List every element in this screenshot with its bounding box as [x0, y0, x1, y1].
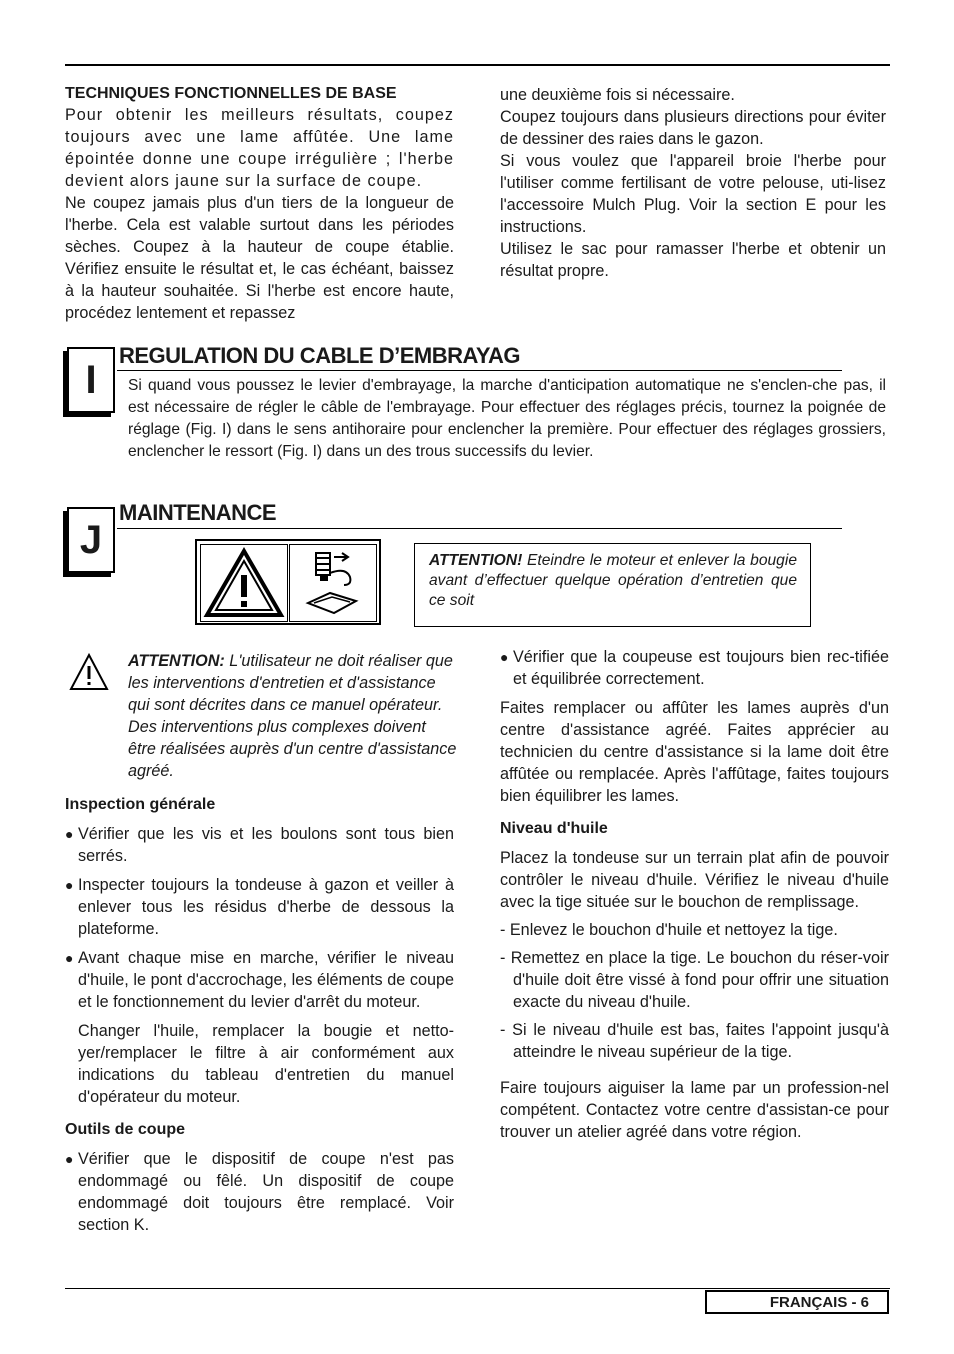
right-column — [500, 646, 889, 1143]
attention-box-body: Eteindre le moteur et enlever la bougie avant d’effectuer quelque opération d’entretien que ce soit — [429, 552, 797, 609]
niveau-paragraph: Placez la tondeuse sur un terrain plat afin de pouvoir contrôler le niveau d'huile. Vérifiez le niveau d'huile avec la tige située sur le bouchon de remplissage. — [500, 849, 889, 911]
intro-paragraph: Pour obtenir les meilleurs résultats, coupez toujours avec une lame affûtée. Une lame épointée donne une coupe irrégulière ; l'herbe devient alors jaune sur la surface de coupe. — [65, 106, 454, 190]
inspection-item: ● Vérifier que les vis et les boulons sont tous bien serrés. — [65, 823, 454, 867]
intro-paragraph: Si vous voulez que l'appareil broie l'herbe pour l'utiliser comme fertilisant de votre pelouse, uti-lisez l'accessoire Mulch Plug. Voir la section E pour les instructions. — [500, 152, 886, 236]
intro-right-column — [500, 84, 886, 282]
intro-left-column — [65, 84, 454, 324]
attention-triangle-icon — [68, 652, 110, 692]
intro-paragraph: Coupez toujours dans plusieurs directions pour éviter de dessiner des raies dans le gazon. — [500, 108, 886, 148]
page-footer-label: FRANÇAIS - 6 — [705, 1290, 889, 1314]
intro-paragraph: une deuxième fois si nécessaire. — [500, 86, 735, 104]
user-attention-text: L'utilisateur ne doit réaliser que les interventions d'entretien et d'assistance qui sont décrites dans ce manuel opérateur. Des interventions plus complexes doivent être réalisées auprès d'un centre d'assistance agréé. — [128, 652, 457, 780]
inspection-heading: Inspection générale — [65, 796, 216, 813]
section-letter-i: I — [67, 347, 115, 413]
section-i-body: Si quand vous poussez le levier d'embrayage, la marche d'anticipation automatique ne s'enclen-che pas, il est nécessaire de régler le câble de l'embrayage. Pour effectuer des réglages précis, tournez la poignée de réglage (Fig. I) dans le sens antihoraire pour enclencher la première. Pour effectuer des réglages grossiers, enclencher le ressort (Fig. I) dans un des trous successifs du levier. — [128, 377, 886, 460]
section-j-rule — [117, 528, 842, 529]
inspection-item: ● Inspecter toujours la tondeuse à gazon et veiller à enlever tous les résidus d'herbe de dessous la plateforme. — [65, 874, 454, 940]
attention-box-text — [429, 551, 797, 611]
niveau-step: - Remettez en place la tige. Le bouchon du réser-voir d'huile doit être vissé à fond pour offrir une situation exacte du niveau d'huile. — [500, 949, 889, 1011]
intro-paragraph: Utilisez le sac pour ramasser l'herbe et obtenir un résultat propre. — [500, 240, 886, 280]
section-i-rule — [117, 370, 842, 371]
spark-plug-manual-icon — [289, 544, 377, 622]
section-i-title: REGULATION DU CABLE D’EMBRAYAG — [119, 343, 520, 368]
niveau-step: - Si le niveau d'huile est bas, faites l'appoint jusqu'à atteindre le niveau supérieur de la tige. — [500, 1021, 889, 1061]
left-column — [65, 795, 454, 1236]
attention-box — [414, 543, 811, 627]
niveau-heading: Niveau d'huile — [500, 820, 608, 837]
coupeuse-bullet: ● Vérifier que la coupeuse est toujours bien rec-tifiée et équilibrée correctement. — [500, 646, 889, 690]
section-letter-j: J — [67, 507, 115, 573]
top-rule — [65, 64, 890, 66]
niveau-step: - Enlevez le bouchon d'huile et nettoyez la tige. — [500, 921, 838, 939]
inspection-item: ● Avant chaque mise en marche, vérifier le niveau d'huile, le pont d'accrochage, les éléments de coupe et le fonctionnement du levier d'arrêt du moteur. — [65, 947, 454, 1013]
attention-box-label: ATTENTION! — [429, 552, 523, 569]
user-attention-label: ATTENTION: — [128, 652, 225, 670]
warning-pictogram-box — [195, 539, 381, 625]
user-attention-note — [128, 650, 458, 782]
warning-triangle-icon — [200, 544, 288, 622]
bottom-rule — [65, 1288, 890, 1289]
final-paragraph: Faire toujours aiguiser la lame par un profession-nel compétent. Contactez votre centre d'assistan-ce pour trouver un atelier agréé dans votre région. — [500, 1079, 889, 1141]
intro-paragraph: Ne coupez jamais plus d'un tiers de la longueur de l'herbe. Cela est valable surtout dans les périodes sèches. Coupez à la hauteur de coupe établie. Vérifiez ensuite le résultat et, le cas échéant, baissez à la hauteur souhaitée. Si l'herbe est encore haute, procédez lentement et repassez — [65, 194, 454, 322]
intro-heading: TECHNIQUES FONCTIONNELLES DE BASE — [65, 85, 397, 102]
lames-paragraph: Faites remplacer ou affûter les lames auprès d'un centre d'assistance agréé. Faites apprécier au technicien du centre d'assistance si la lame doit être affûtée ou remplacée. Après l'affûtage, faites toujours bien équilibrer les lames. — [500, 699, 889, 805]
inspection-extra: Changer l'huile, remplacer la bougie et netto-yer/remplacer le filtre à air conformément aux indications du tableau d'entretien du manuel d'opérateur du moteur. — [78, 1022, 454, 1106]
outils-heading: Outils de coupe — [65, 1121, 186, 1138]
section-j-title: MAINTENANCE — [119, 500, 277, 525]
outils-item: ● Vérifier que le dispositif de coupe n'est pas endommagé ou fêlé. Un dispositif de coupe endommagé doit toujours être remplacé. Voir section K. — [65, 1148, 454, 1236]
